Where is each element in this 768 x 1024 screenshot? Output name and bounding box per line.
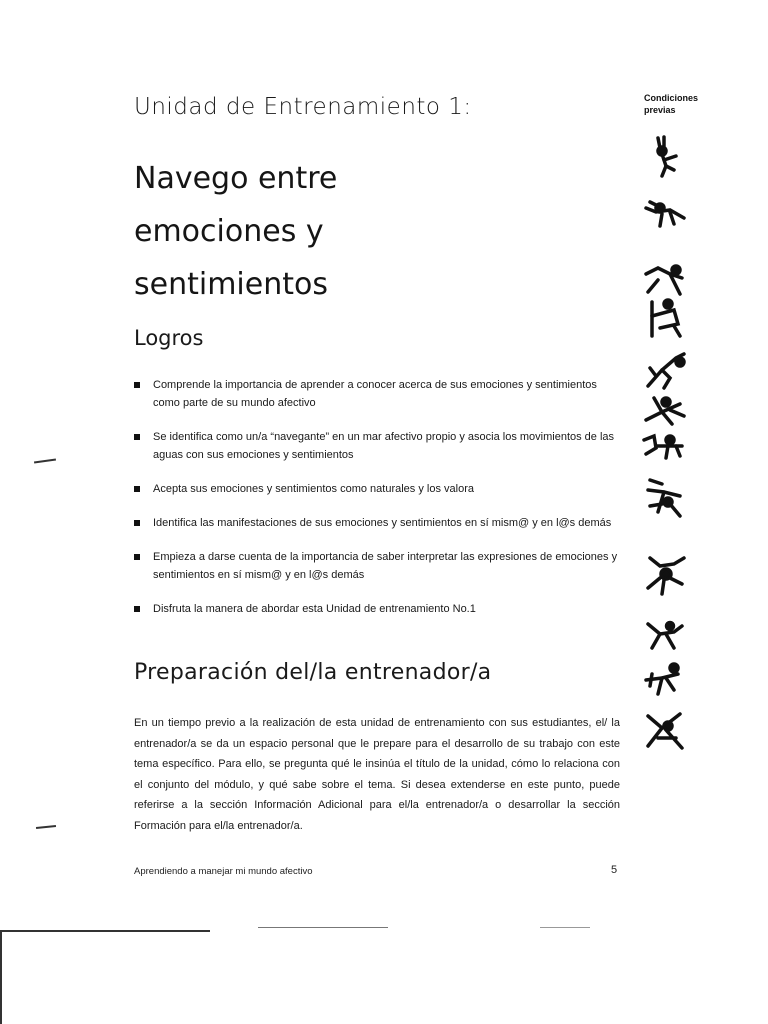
list-item bbox=[134, 480, 620, 498]
list-item bbox=[134, 376, 620, 412]
list-item-text: Empieza a darse cuenta de la importancia de saber interpretar las expresiones de emociones y sentimientos en sí mism@ y en l@s demás bbox=[153, 551, 618, 581]
bullet-icon bbox=[134, 606, 140, 612]
list-item bbox=[134, 428, 620, 464]
list-item-text: Se identifica como un/a “navegante” en un mar afectivo propio y asocia los movimientos de las aguas con sus emociones y sentimientos bbox=[153, 431, 615, 461]
figure-icon bbox=[640, 476, 692, 522]
footer-text: Aprendiendo a manejar mi mundo afectivo bbox=[134, 866, 313, 877]
scan-mark bbox=[34, 458, 56, 463]
page-title bbox=[134, 152, 554, 311]
list-item-text: Comprende la importancia de aprender a conocer acerca de sus emociones y sentimientos como parte de su mundo afectivo bbox=[153, 379, 597, 409]
logros-list bbox=[134, 376, 620, 634]
figure-icon bbox=[640, 658, 692, 704]
figure-icon bbox=[640, 296, 692, 342]
scan-edge bbox=[540, 927, 590, 928]
figure-icon bbox=[640, 428, 692, 474]
scan-edge bbox=[258, 927, 388, 928]
figure-icon bbox=[640, 554, 692, 600]
list-item bbox=[134, 600, 620, 618]
bullet-icon bbox=[134, 382, 140, 388]
preparacion-paragraph: En un tiempo previo a la realización de esta unidad de entrenamiento con sus estudiantes, el/ la entrenador/a se da un espacio personal que le prepare para el desarrollo de su trabajo con este tema específico. Para ello, se pregunta qué le insinúa el título de la unidad, cómo lo relaciona con el conjunto del módulo, y qué sabe sobre el tema. Si desea extenderse en este punto, puede referirse a la sección Información Adicional para el/la entrenador/a o desarrollar la sección Formación para el/la entrenador/a. bbox=[134, 717, 620, 832]
title-line: emociones y bbox=[134, 214, 324, 249]
figure-icon bbox=[640, 708, 692, 754]
figure-icon bbox=[640, 134, 692, 180]
scan-edge bbox=[0, 930, 210, 932]
logros-heading: Logros bbox=[134, 326, 204, 350]
scan-edge bbox=[0, 930, 2, 1024]
sidebar-title-line: previas bbox=[644, 105, 676, 115]
scan-mark bbox=[36, 825, 56, 829]
bullet-icon bbox=[134, 554, 140, 560]
sidebar-title bbox=[644, 92, 724, 116]
page-number: 5 bbox=[611, 864, 618, 876]
title-line: Navego entre bbox=[134, 161, 338, 196]
list-item-text: Acepta sus emociones y sentimientos como naturales y los valora bbox=[153, 483, 474, 495]
list-item-text: Disfruta la manera de abordar esta Unidad de entrenamiento No.1 bbox=[153, 603, 476, 615]
bullet-icon bbox=[134, 434, 140, 440]
figure-icon bbox=[640, 348, 692, 394]
bullet-icon bbox=[134, 520, 140, 526]
sidebar-title-line: Condiciones bbox=[644, 93, 699, 103]
list-item bbox=[134, 514, 620, 532]
list-item bbox=[134, 548, 620, 584]
figure-column bbox=[640, 132, 700, 792]
list-item-text: Identifica las manifestaciones de sus emociones y sentimientos en sí mism@ y en l@s demás bbox=[153, 517, 612, 529]
figure-icon bbox=[640, 194, 692, 240]
title-line: sentimientos bbox=[134, 267, 328, 302]
preparacion-heading: Preparación del/la entrenador/a bbox=[134, 660, 492, 685]
unit-label: Unidad de Entrenamiento 1: bbox=[134, 94, 472, 120]
bullet-icon bbox=[134, 486, 140, 492]
